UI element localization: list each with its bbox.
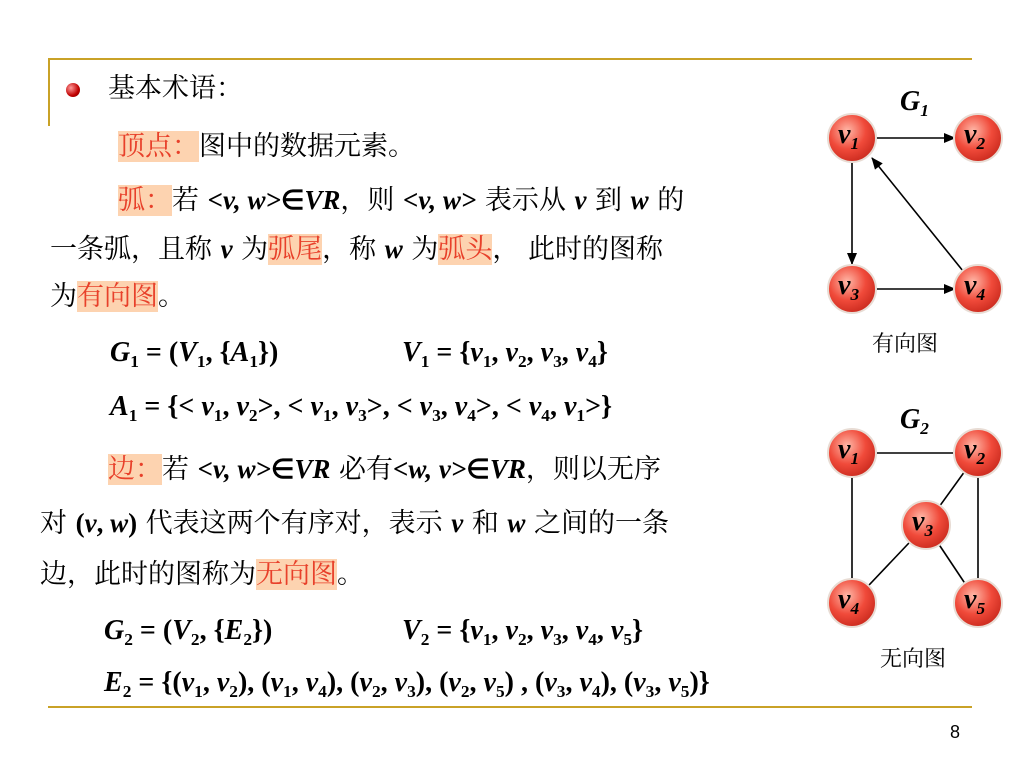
- undigraph-term: 无向图: [256, 559, 337, 590]
- g2-node-v3-label: $v_3$: [912, 506, 934, 541]
- g2-caption: 无向图: [880, 647, 947, 672]
- page-number: 8: [950, 722, 961, 742]
- g1-node-v3-label: $v_3$: [838, 270, 860, 305]
- e2-set: $E_2 = \{(v_1$, $v_2$), ($v_1$, $v_4$), ($v_2$, $v_3$), ($v_2$, $v_5$) , ($v_3$, $v_4$), ($v_3$, $v_5$)}: [104, 667, 710, 702]
- g2-node-v5-label: $v_5$: [964, 584, 986, 619]
- g2-node-v4-label: $v_4$: [838, 584, 860, 619]
- edge-line-1: 边：若 <v, w>∈VR 必有<w, v>∈VR，则以无序: [108, 454, 661, 485]
- g1-title: $G_1$: [900, 86, 929, 121]
- edge-term: 边：: [108, 454, 162, 485]
- g1-node-v2-label: $v_2$: [964, 119, 986, 154]
- g2-title: $G_2$: [900, 404, 929, 439]
- arc-head: 弧头: [438, 234, 493, 265]
- edge-line-3: 边，此时的图称为无向图。: [40, 559, 364, 590]
- a1-set: $A_1$ = {< $v_1$, $v_2>$, < $v_1$, $v_3>$, < $v_3$, $v_4>$, < $v_4$, $v_1>$}: [110, 391, 613, 426]
- arc-line-3: 为有向图。: [50, 281, 185, 312]
- g1-edge-v4-v1: [872, 158, 963, 271]
- edge-line-2: 对 (v, w) 代表这两个有序对，表示 v 和 w 之间的一条: [40, 508, 670, 539]
- g1-node-v4-label: $v_4$: [964, 270, 986, 305]
- g2-node-v1-label: $v_1$: [838, 434, 860, 469]
- arc-tail: 弧尾: [268, 234, 323, 265]
- v2-set: $V_2 = \{v_1$, $v_2$, $v_3$, $v_4$, $v_5$}: [402, 615, 644, 650]
- g1-node-v1-label: $v_1$: [838, 119, 860, 154]
- arc-line-1: 弧：若 <v, w>∈VR，则 <v, w> 表示从 v 到 w 的: [118, 185, 685, 216]
- vertex-def: 图中的数据元素。: [199, 131, 415, 162]
- arc-line-2: 一条弧，且称 v 为弧尾，称 w 为弧头， 此时的图称: [50, 234, 663, 265]
- g1-caption: 有向图: [872, 332, 939, 357]
- g1-edges: [852, 138, 963, 289]
- digraph-term: 有向图: [77, 281, 158, 312]
- g2-node-v2-label: $v_2$: [964, 434, 986, 469]
- g2-definition: $G_2 = (V_2$, $\{E_2\}$): [104, 615, 273, 650]
- v1-set: $V_1 = \{v_1$, $v_2$, $v_3$, $v_4$}: [402, 337, 608, 372]
- vertex-term: 顶点：: [118, 131, 199, 162]
- g1-definition: $G_1 = (V_1$, $\{A_1\}$): [110, 337, 279, 372]
- heading: 基本术语：: [108, 73, 243, 104]
- arc-term: 弧：: [118, 185, 172, 216]
